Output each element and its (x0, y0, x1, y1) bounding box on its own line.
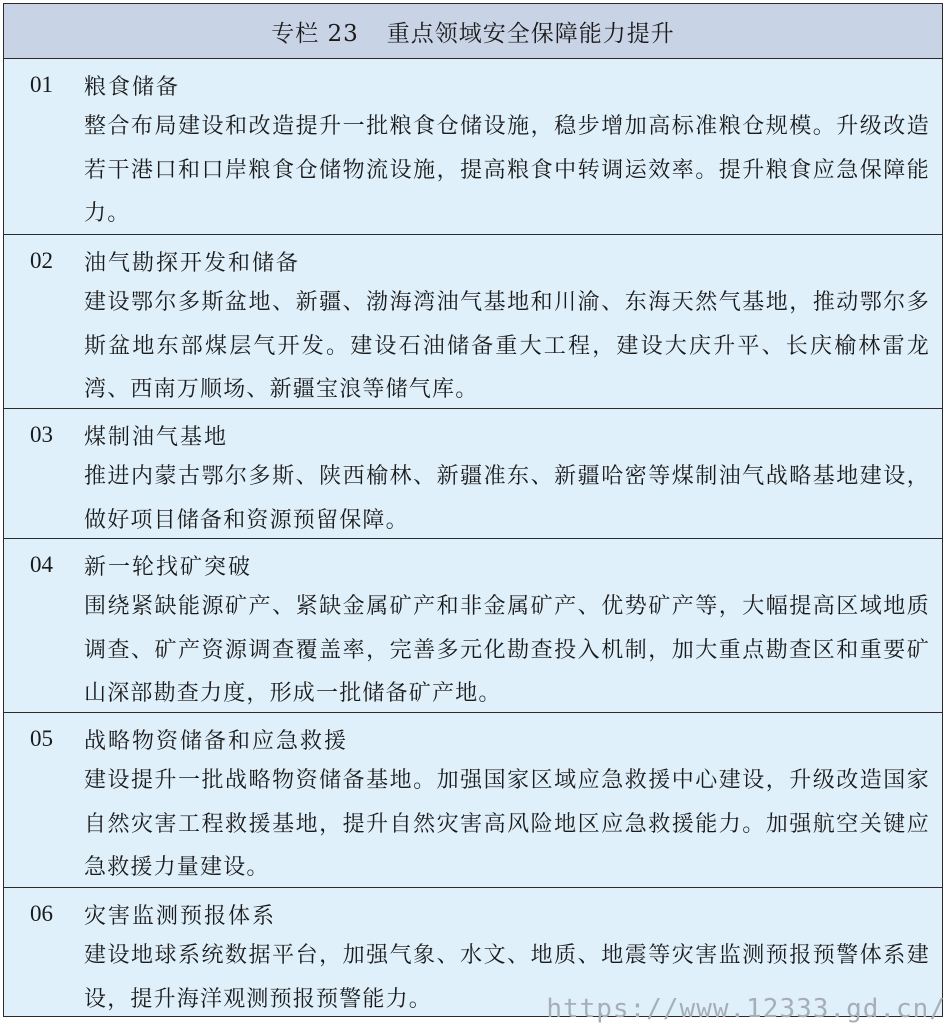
section-body: 整合布局建设和改造提升一批粮食仓储设施，稳步增加高标准粮仓规模。升级改造若干港口和口岸粮食仓储物流设施，提高粮食中转调运效率。提升粮食应急保障能力。 (84, 114, 930, 226)
section-number: 06 (30, 901, 53, 926)
column-header (4, 4, 942, 59)
section-oil-gas (4, 235, 942, 409)
section-title: 新一轮找矿突破 (84, 554, 253, 580)
column-box (3, 3, 943, 1017)
section-header (4, 59, 930, 105)
section-body: 建设鄂尔多斯盆地、新疆、渤海湾油气基地和川渝、东海天然气基地，推动鄂尔多斯盆地东部煤层气开发。建设石油储备重大工程，建设大庆升平、长庆榆林雷龙湾、西南万顺场、新疆宝浪等储气库。 (84, 290, 930, 402)
section-body: 建设提升一批战略物资储备基地。加强国家区域应急救援中心建设，升级改造国家自然灾害工程救援基地，提升自然灾害高风险地区应急救援能力。加强航空关键应急救援力量建设。 (84, 768, 930, 880)
section-title: 粮食储备 (84, 74, 181, 100)
section-header (4, 235, 930, 281)
section-body: 围绕紧缺能源矿产、紧缺金属矿产和非金属矿产、优势矿产等，大幅提高区域地质调查、矿产资源调查覆盖率，完善多元化勘查投入机制，加大重点勘查区和重要矿山深部勘查力度，形成一批储备矿产地。 (84, 594, 930, 706)
section-grain-reserve (4, 59, 942, 235)
section-number: 04 (30, 552, 53, 577)
section-body: 建设地球系统数据平台，加强气象、水文、地质、地震等灾害监测预报预警体系建设，提升海洋观测预报预警能力。 (84, 943, 930, 1012)
section-number: 05 (30, 726, 53, 751)
section-number: 01 (30, 72, 53, 97)
section-body: 推进内蒙古鄂尔多斯、陕西榆林、新疆准东、新疆哈密等煤制油气战略基地建设，做好项目储备和资源预留保障。 (84, 464, 930, 533)
site-watermark: https://www.12333.gd.cn/ (546, 994, 946, 1024)
section-header (4, 713, 930, 759)
section-title: 油气勘探开发和储备 (84, 250, 301, 276)
column-title: 重点领域安全保障能力提升 (386, 20, 675, 47)
section-mineral-exploration (4, 539, 942, 713)
section-header (4, 539, 930, 585)
section-strategic-reserve (4, 713, 942, 888)
section-number: 03 (30, 422, 53, 447)
section-header (4, 409, 930, 455)
column-label: 专栏 23 (271, 20, 359, 47)
section-title: 煤制油气基地 (84, 424, 229, 450)
section-number: 02 (30, 248, 53, 273)
section-coal-to-oil (4, 409, 942, 539)
section-title: 战略物资储备和应急救援 (84, 728, 349, 754)
section-title: 灾害监测预报体系 (84, 903, 277, 929)
section-header (4, 888, 930, 934)
